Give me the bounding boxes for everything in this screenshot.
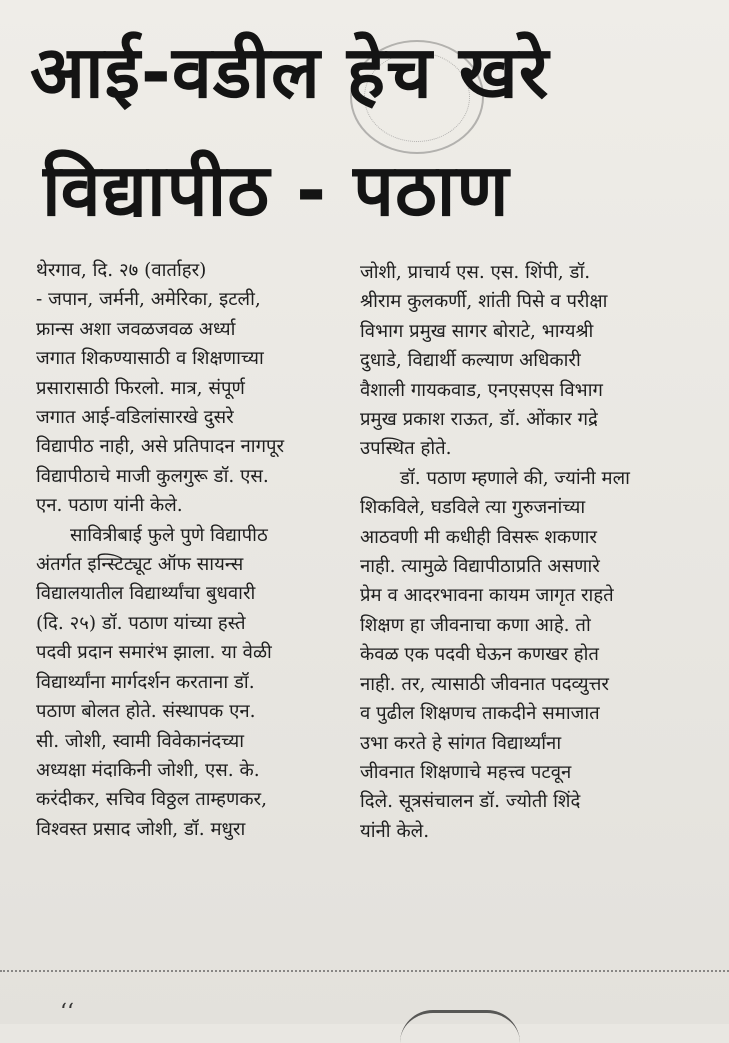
text-line: नाही. तर, त्यासाठी जीवनात पदव्युत्तर [360,673,609,695]
text-line: विभाग प्रमुख सागर बोराटे, भाग्यश्री [360,320,594,342]
text-line: आठवणी मी कधीही विसरू शकणार [360,526,597,548]
perforation-divider [0,970,729,972]
text-line: वैशाली गायकवाड, एनएसएस विभाग [360,379,603,401]
text-line: - जपान, जर्मनी, अमेरिका, इटली, [36,289,261,311]
text-line: विद्यापीठाचे माजी कुलगुरू डॉ. एस. [36,465,269,487]
text-line: फ्रान्स अशा जवळजवळ अर्ध्या [36,318,236,340]
text-line: दिले. सूत्रसंचालन डॉ. ज्योती शिंदे [360,791,581,813]
text-line: करंदीकर, सचिव विठ्ठल ताम्हणकर, [36,789,267,811]
text-line: उभा करते हे सांगत विद्यार्थ्यांना [360,732,562,754]
text-line: जगात आई-वडिलांसारखे दुसरे [36,407,234,429]
text-line: विद्यालयातील विद्यार्थ्यांचा बुधवारी [36,583,256,605]
article-right-column [360,258,700,846]
text-line: पदवी प्रदान समारंभ झाला. या वेळी [36,642,272,664]
text-line-paragraph-start: डॉ. पठाण म्हणाले की, ज्यांनी मला [400,467,630,489]
footer-quote-mark: ‘‘ [60,1000,74,1025]
text-line: जगात शिकण्यासाठी व शिक्षणाच्या [36,348,264,370]
text-line: उपस्थित होते. [360,438,452,460]
text-line: विश्वस्त प्रसाद जोशी, डॉ. मधुरा [36,818,246,840]
text-line: (दि. २५) डॉ. पठाण यांच्या हस्ते [36,612,246,634]
text-line: व पुढील शिक्षणच ताकदीने समाजात [360,703,600,725]
text-line: नाही. त्यामुळे विद्यापीठाप्रति असणारे [360,556,600,578]
headline-line-2: विद्यापीठ - पठाण [42,148,510,232]
text-line: श्रीराम कुलकर्णी, शांती पिसे व परीक्षा [360,291,608,313]
text-line: थेरगाव, दि. २७ (वार्ताहर) [36,260,207,281]
text-line: जोशी, प्राचार्य एस. एस. शिंपी, डॉ. [360,262,591,283]
text-line: दुधाडे, विद्यार्थी कल्याण अधिकारी [360,350,581,372]
text-line: प्रसारासाठी फिरलो. मात्र, संपूर्ण [36,377,245,399]
text-line: विद्यापीठ नाही, असे प्रतिपादन नागपूर [36,436,285,458]
text-line: यांनी केले. [360,820,430,842]
text-line: केवळ एक पदवी घेऊन कणखर होत [360,644,599,666]
text-line: एन. पठाण यांनी केले. [36,495,183,517]
text-line: शिकविले, घडविले त्या गुरुजनांच्या [360,497,586,519]
text-line: अंतर्गत इन्स्टिट्यूट ऑफ सायन्स [36,554,244,576]
text-line: जीवनात शिक्षणाचे महत्त्व पटवून [360,761,572,783]
text-line: अध्यक्षा मंदाकिनी जोशी, एस. के. [36,759,260,781]
text-line: शिक्षण हा जीवनाचा कणा आहे. तो [360,614,591,636]
text-line: प्रेम व आदरभावना कायम जागृत राहते [360,585,614,607]
text-line: पठाण बोलत होते. संस्थापक एन. [36,701,256,723]
article-left-column [36,256,358,844]
text-line-paragraph-start: सावित्रीबाई फुले पुणे विद्यापीठ [70,524,268,546]
text-line: प्रमुख प्रकाश राऊत, डॉ. ओंकार गद्रे [360,409,598,431]
text-line: सी. जोशी, स्वामी विवेकानंदच्या [36,730,245,752]
headline-line-1: आई-वडील हेच खरे [30,30,550,114]
next-article-fragment [400,1010,520,1043]
text-line: विद्यार्थ्यांना मार्गदर्शन करताना डॉ. [36,671,255,693]
